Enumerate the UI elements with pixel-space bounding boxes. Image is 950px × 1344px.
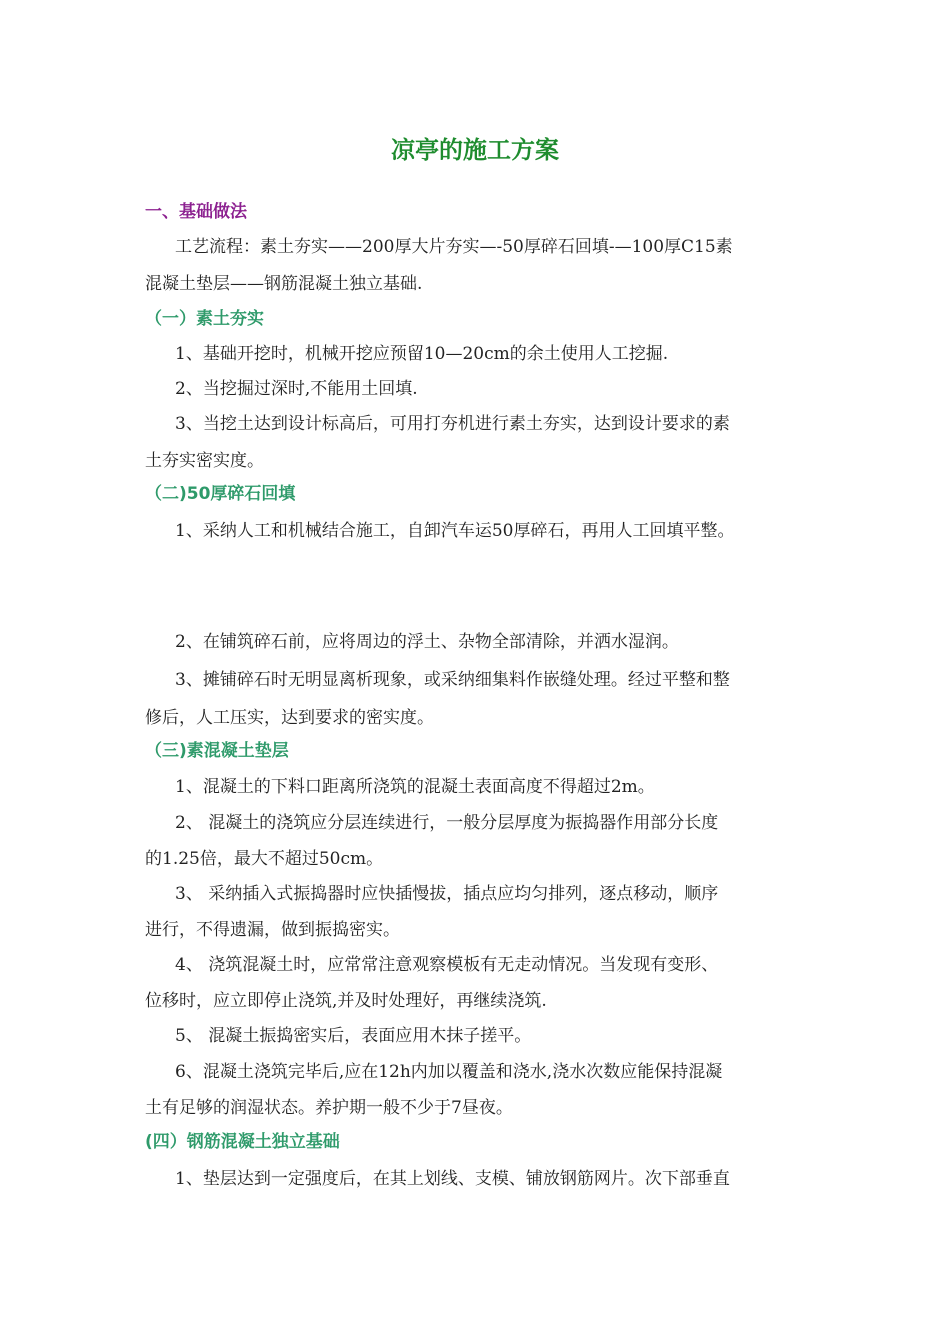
paragraph-1-3-line-2: 土夯实密实度。 (145, 451, 264, 471)
paragraph-2-1: 1、采纳人工和机械结合施工，自卸汽车运50厚碎石，再用人工回填平整。 (175, 521, 735, 541)
paragraph-3-4-line-2: 位移时，应立即停止浇筑,并及时处理好，再继续浇筑. (145, 991, 547, 1011)
paragraph-3-3-line-2: 进行，不得遗漏，做到振捣密实。 (145, 920, 400, 940)
paragraph-3-5: 5、 混凝土振捣密实后，表面应用木抹子搓平。 (175, 1026, 532, 1046)
paragraph-2-3-line-2: 修后，人工压实，达到要求的密实度。 (145, 708, 434, 728)
paragraph-3-4-line-1: 4、 浇筑混凝土时，应常常注意观察模板有无走动情况。当发现有变形、 (175, 955, 719, 975)
paragraph-3-3-line-1: 3、 采纳插入式振捣器时应快插慢拔，插点应均匀排列，逐点移动，顺序 (175, 884, 719, 904)
process-flow-line-2: 混凝土垫层——钢筋混凝土独立基础. (145, 274, 423, 294)
paragraph-1-3-line-1: 3、当挖土达到设计标高后，可用打夯机进行素土夯实，达到设计要求的素 (175, 414, 730, 434)
paragraph-3-2-line-1: 2、 混凝土的浇筑应分层连续进行，一般分层厚度为振捣器作用部分长度 (175, 813, 719, 833)
subsection-heading-plain-concrete: （三)素混凝土垫层 (145, 741, 289, 761)
page-title: 凉亭的施工方案 (391, 136, 559, 164)
paragraph-4-1-line-1: 1、垫层达到一定强度后，在其上划线、支模、铺放钢筋网片。次下部垂直 (175, 1169, 730, 1189)
paragraph-3-6-line-1: 6、混凝土浇筑完毕后,应在12h内加以覆盖和浇水,浇水次数应能保持混凝 (175, 1062, 723, 1082)
process-flow-line-1: 工艺流程：素土夯实——200厚大片夯实—-50厚碎石回填-—100厚C15素 (175, 237, 733, 257)
section-heading-foundation: 一、基础做法 (145, 202, 247, 222)
paragraph-2-2: 2、在铺筑碎石前，应将周边的浮土、杂物全部清除，并洒水湿润。 (175, 632, 679, 652)
paragraph-1-2: 2、当挖掘过深时,不能用土回填. (175, 379, 418, 399)
paragraph-3-6-line-2: 土有足够的润湿状态。养护期一般不少于7昼夜。 (145, 1098, 513, 1118)
paragraph-3-2-line-2: 的1.25倍，最大不超过50cm。 (145, 849, 384, 869)
paragraph-2-3-line-1: 3、摊铺碎石时无明显离析现象，或采纳细集料作嵌缝处理。经过平整和整 (175, 670, 730, 690)
subsection-heading-gravel-backfill: （二)50厚碎石回填 (145, 484, 296, 504)
paragraph-3-1: 1、混凝土的下料口距离所浇筑的混凝土表面高度不得超过2m。 (175, 777, 655, 797)
subsection-heading-soil-compaction: （一）素土夯实 (145, 309, 264, 329)
subsection-heading-rc-foundation: (四）钢筋混凝土独立基础 (145, 1132, 340, 1152)
paragraph-1-1: 1、基础开挖时，机械开挖应预留10—20cm的余土使用人工挖掘. (175, 344, 669, 364)
